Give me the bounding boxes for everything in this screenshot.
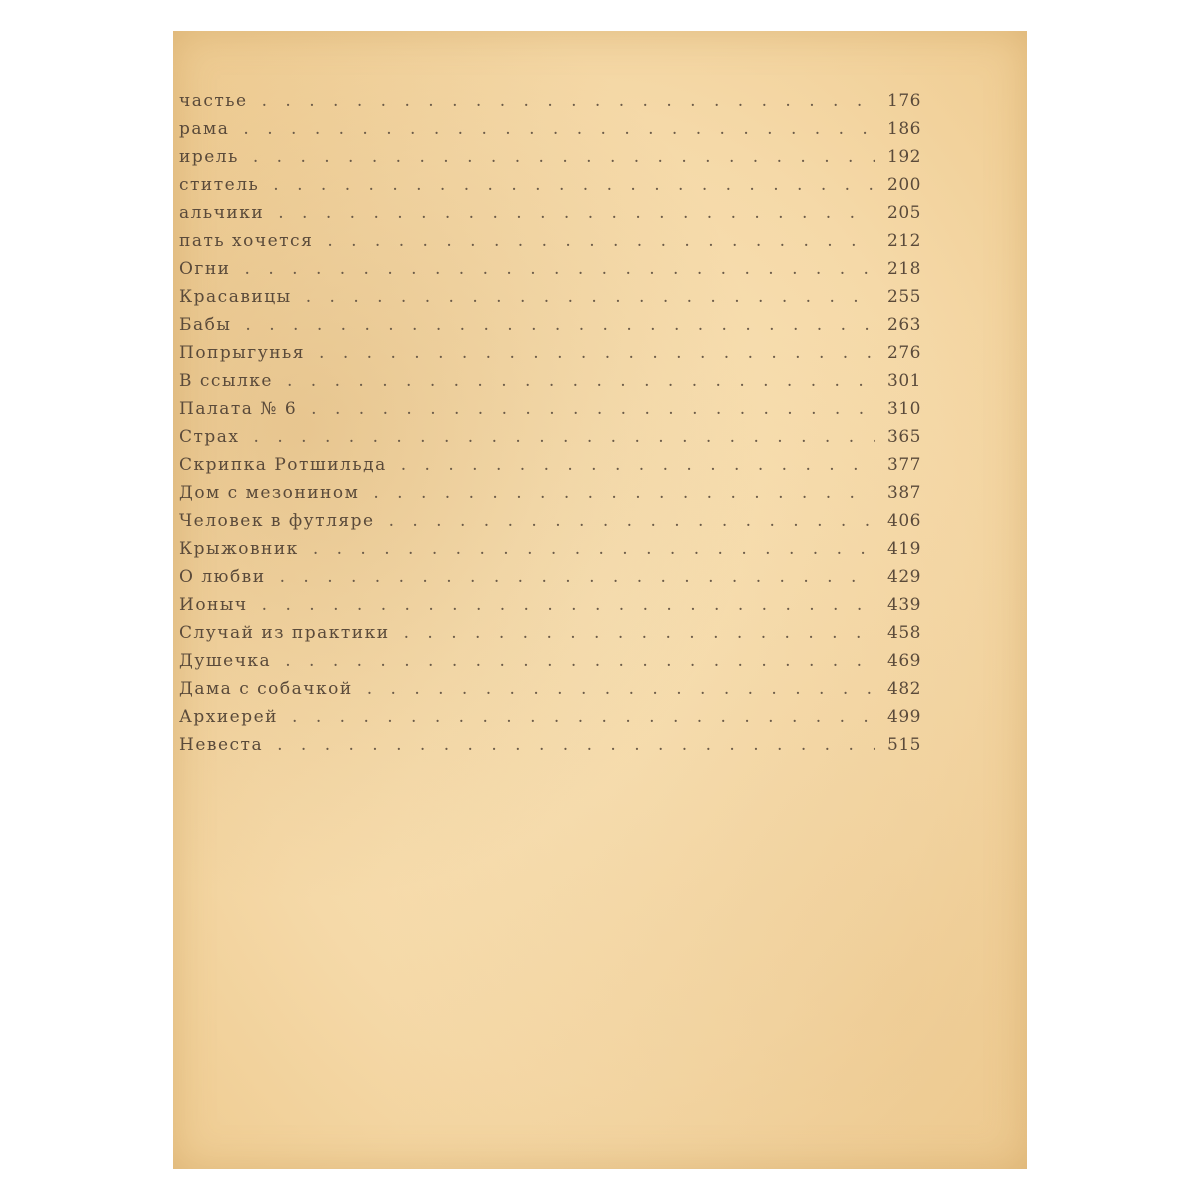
toc-entry-title: Палата № 6 bbox=[179, 399, 298, 419]
table-of-contents bbox=[179, 91, 921, 763]
toc-entry-page-number: 439 bbox=[887, 595, 921, 615]
toc-entry-title: Бабы bbox=[179, 315, 232, 335]
toc-entry bbox=[179, 147, 921, 175]
dot-leader bbox=[401, 455, 875, 475]
toc-entry-page-number: 212 bbox=[887, 231, 921, 251]
toc-entry-title: Случай из практики bbox=[179, 623, 390, 643]
toc-entry-page-number: 515 bbox=[887, 735, 921, 755]
toc-entry-title: ирель bbox=[179, 147, 239, 167]
toc-entry-page-number: 301 bbox=[887, 371, 921, 391]
toc-entry-title: Человек в футляре bbox=[179, 511, 375, 531]
toc-entry bbox=[179, 707, 921, 735]
toc-entry bbox=[179, 343, 921, 371]
toc-entry-page-number: 458 bbox=[887, 623, 921, 643]
toc-entry bbox=[179, 175, 921, 203]
toc-entry bbox=[179, 651, 921, 679]
toc-entry bbox=[179, 539, 921, 567]
toc-entry-title: Душечка bbox=[179, 651, 272, 671]
toc-entry-page-number: 429 bbox=[887, 567, 921, 587]
toc-entry-page-number: 218 bbox=[887, 259, 921, 279]
toc-entry-title: альчики bbox=[179, 203, 265, 223]
toc-entry-page-number: 263 bbox=[887, 315, 921, 335]
toc-entry bbox=[179, 735, 921, 763]
toc-entry-title: Дама с собачкой bbox=[179, 679, 353, 699]
dot-leader bbox=[311, 399, 875, 419]
book-page bbox=[173, 31, 1027, 1169]
toc-entry-title: пать хочется bbox=[179, 231, 314, 251]
dot-leader bbox=[313, 539, 875, 559]
toc-entry bbox=[179, 623, 921, 651]
toc-entry-title: Страх bbox=[179, 427, 240, 447]
toc-entry bbox=[179, 399, 921, 427]
toc-entry-title: О любви bbox=[179, 567, 266, 587]
toc-entry-title: Огни bbox=[179, 259, 231, 279]
toc-entry bbox=[179, 679, 921, 707]
dot-leader bbox=[245, 315, 875, 335]
toc-entry-page-number: 192 bbox=[887, 147, 921, 167]
dot-leader bbox=[373, 483, 875, 503]
toc-entry-title: частье bbox=[179, 91, 248, 111]
toc-entry bbox=[179, 595, 921, 623]
dot-leader bbox=[278, 203, 875, 223]
toc-entry-page-number: 276 bbox=[887, 343, 921, 363]
dot-leader bbox=[292, 707, 875, 727]
toc-entry-page-number: 255 bbox=[887, 287, 921, 307]
toc-entry bbox=[179, 371, 921, 399]
toc-entry-page-number: 310 bbox=[887, 399, 921, 419]
toc-entry bbox=[179, 483, 921, 511]
toc-entry bbox=[179, 567, 921, 595]
toc-entry bbox=[179, 287, 921, 315]
toc-entry-title: ститель bbox=[179, 175, 260, 195]
toc-entry-title: Ионыч bbox=[179, 595, 248, 615]
toc-entry bbox=[179, 259, 921, 287]
toc-entry-page-number: 186 bbox=[887, 119, 921, 139]
dot-leader bbox=[262, 91, 875, 111]
toc-entry-title: В ссылке bbox=[179, 371, 273, 391]
toc-entry bbox=[179, 455, 921, 483]
dot-leader bbox=[327, 231, 875, 251]
toc-entry-page-number: 387 bbox=[887, 483, 921, 503]
toc-entry-title: Красавицы bbox=[179, 287, 292, 307]
toc-entry-page-number: 377 bbox=[887, 455, 921, 475]
toc-entry-page-number: 200 bbox=[887, 175, 921, 195]
toc-entry-page-number: 365 bbox=[887, 427, 921, 447]
toc-entry-title: рама bbox=[179, 119, 230, 139]
dot-leader bbox=[287, 371, 875, 391]
toc-entry-page-number: 469 bbox=[887, 651, 921, 671]
toc-entry-page-number: 176 bbox=[887, 91, 921, 111]
dot-leader bbox=[245, 259, 875, 279]
toc-entry-title: Попрыгунья bbox=[179, 343, 306, 363]
toc-entry-title: Скрипка Ротшильда bbox=[179, 455, 387, 475]
dot-leader bbox=[243, 119, 875, 139]
toc-entry bbox=[179, 511, 921, 539]
dot-leader bbox=[367, 679, 875, 699]
toc-entry-page-number: 482 bbox=[887, 679, 921, 699]
dot-leader bbox=[277, 735, 875, 755]
toc-entry bbox=[179, 91, 921, 119]
toc-entry-title: Архиерей bbox=[179, 707, 279, 727]
dot-leader bbox=[389, 511, 875, 531]
dot-leader bbox=[285, 651, 875, 671]
dot-leader bbox=[273, 175, 875, 195]
toc-entry bbox=[179, 119, 921, 147]
dot-leader bbox=[306, 287, 875, 307]
dot-leader bbox=[262, 595, 875, 615]
toc-entry-page-number: 499 bbox=[887, 707, 921, 727]
toc-entry-page-number: 205 bbox=[887, 203, 921, 223]
dot-leader bbox=[254, 427, 875, 447]
toc-entry-title: Крыжовник bbox=[179, 539, 299, 559]
dot-leader bbox=[404, 623, 875, 643]
toc-entry-page-number: 419 bbox=[887, 539, 921, 559]
dot-leader bbox=[253, 147, 875, 167]
toc-entry bbox=[179, 315, 921, 343]
dot-leader bbox=[319, 343, 875, 363]
toc-entry bbox=[179, 231, 921, 259]
dot-leader bbox=[280, 567, 875, 587]
toc-entry bbox=[179, 203, 921, 231]
toc-entry-title: Невеста bbox=[179, 735, 264, 755]
toc-entry-title: Дом с мезонином bbox=[179, 483, 360, 503]
toc-entry bbox=[179, 427, 921, 455]
toc-entry-page-number: 406 bbox=[887, 511, 921, 531]
